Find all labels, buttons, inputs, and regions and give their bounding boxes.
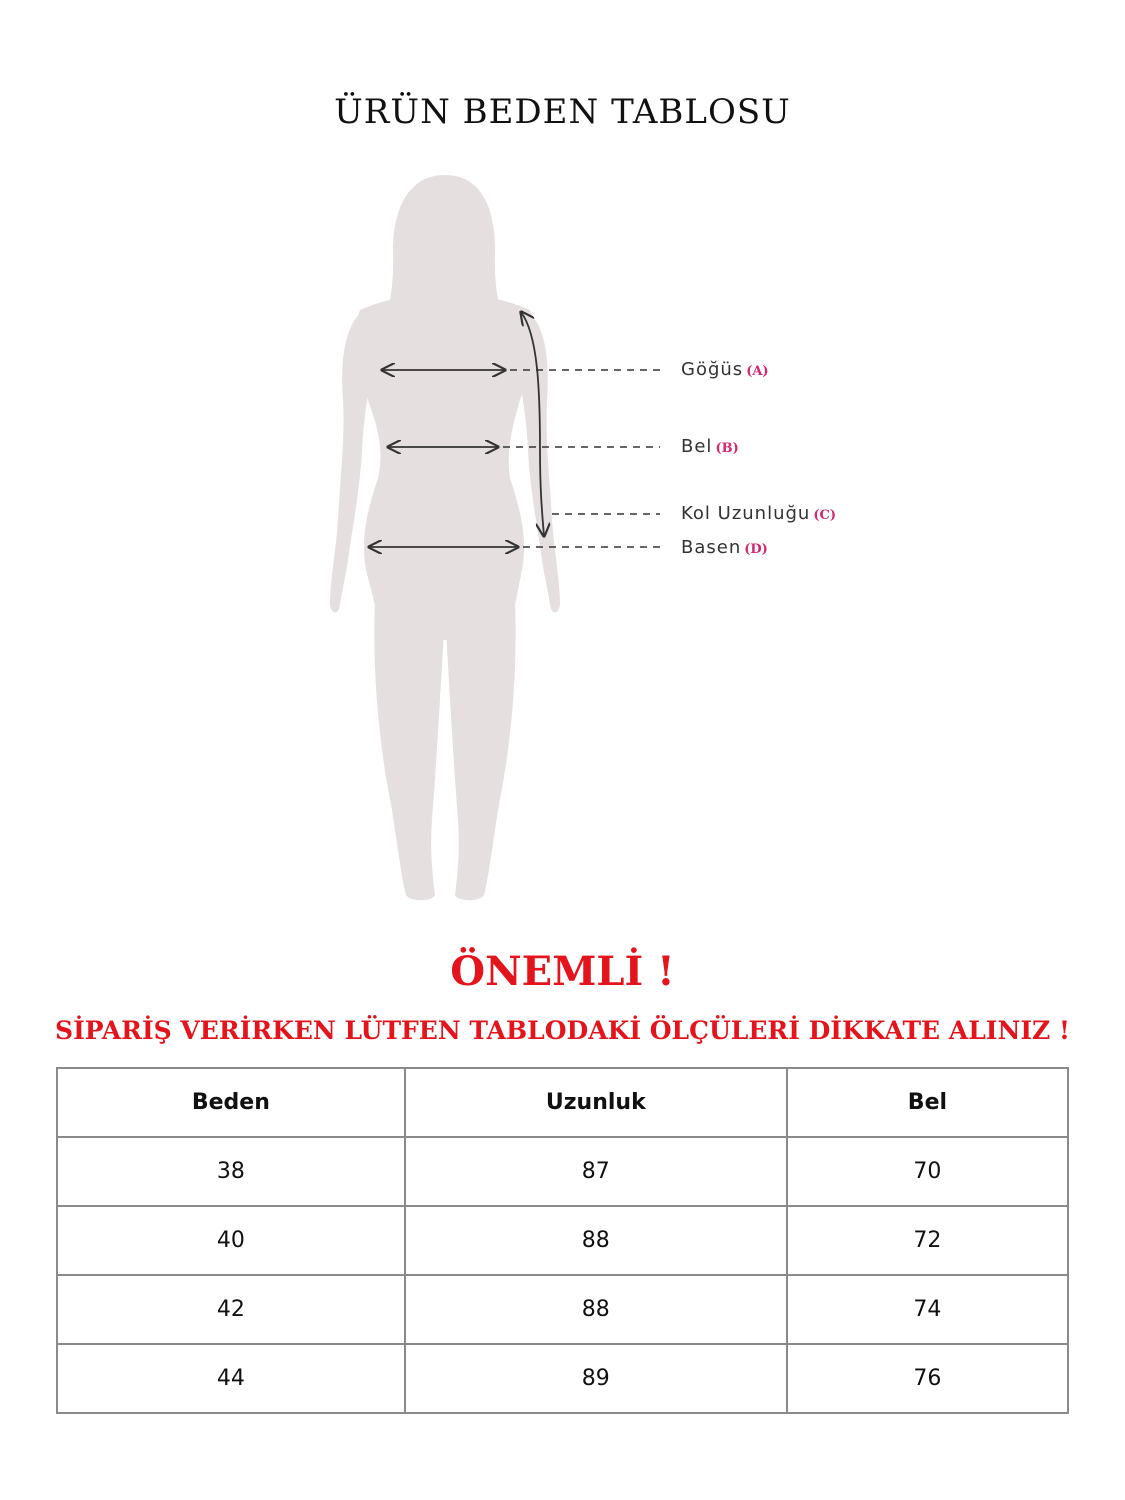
- measurement-chest: [681, 359, 769, 380]
- woman-silhouette-illustration: [0, 160, 1125, 920]
- table-cell: 87: [405, 1137, 787, 1206]
- measurement-waist: [681, 436, 739, 457]
- measurement-label: Göğüs: [681, 359, 744, 380]
- measurement-label: Basen: [681, 537, 742, 558]
- measurement-label: Kol Uzunluğu: [681, 503, 811, 524]
- measurement-code: (C): [813, 508, 836, 523]
- table-cell: 72: [787, 1206, 1068, 1275]
- table-cell: 42: [57, 1275, 405, 1344]
- table-cell: 89: [405, 1344, 787, 1413]
- measurement-hip: [681, 537, 768, 558]
- table-row: [57, 1344, 1068, 1413]
- table-row: [57, 1137, 1068, 1206]
- page-title: ÜRÜN BEDEN TABLOSU: [334, 92, 791, 132]
- measurement-code: (D): [744, 542, 768, 557]
- header-waist: Bel: [787, 1068, 1068, 1137]
- table-cell: 74: [787, 1275, 1068, 1344]
- header-length: Uzunluk: [405, 1068, 787, 1137]
- body-measurement-diagram: [0, 160, 1125, 920]
- size-table: [56, 1067, 1069, 1414]
- table-header-row: [57, 1068, 1068, 1137]
- table-row: [57, 1206, 1068, 1275]
- table-cell: 88: [405, 1275, 787, 1344]
- table-cell: 76: [787, 1344, 1068, 1413]
- measurement-code: (B): [715, 441, 739, 456]
- table-cell: 40: [57, 1206, 405, 1275]
- measurement-sleeve-length: [681, 503, 836, 524]
- header-size: Beden: [57, 1068, 405, 1137]
- important-heading: ÖNEMLİ !: [450, 948, 675, 995]
- table-cell: 38: [57, 1137, 405, 1206]
- table-cell: 70: [787, 1137, 1068, 1206]
- silhouette-shape: [330, 175, 560, 900]
- table-cell: 44: [57, 1344, 405, 1413]
- measurement-code: (A): [746, 364, 769, 379]
- measurement-label: Bel: [681, 436, 713, 457]
- warning-text: SİPARİŞ VERİRKEN LÜTFEN TABLODAKİ ÖLÇÜLERİ DİKKATE ALINIZ !: [55, 1016, 1070, 1045]
- table-cell: 88: [405, 1206, 787, 1275]
- table-row: [57, 1275, 1068, 1344]
